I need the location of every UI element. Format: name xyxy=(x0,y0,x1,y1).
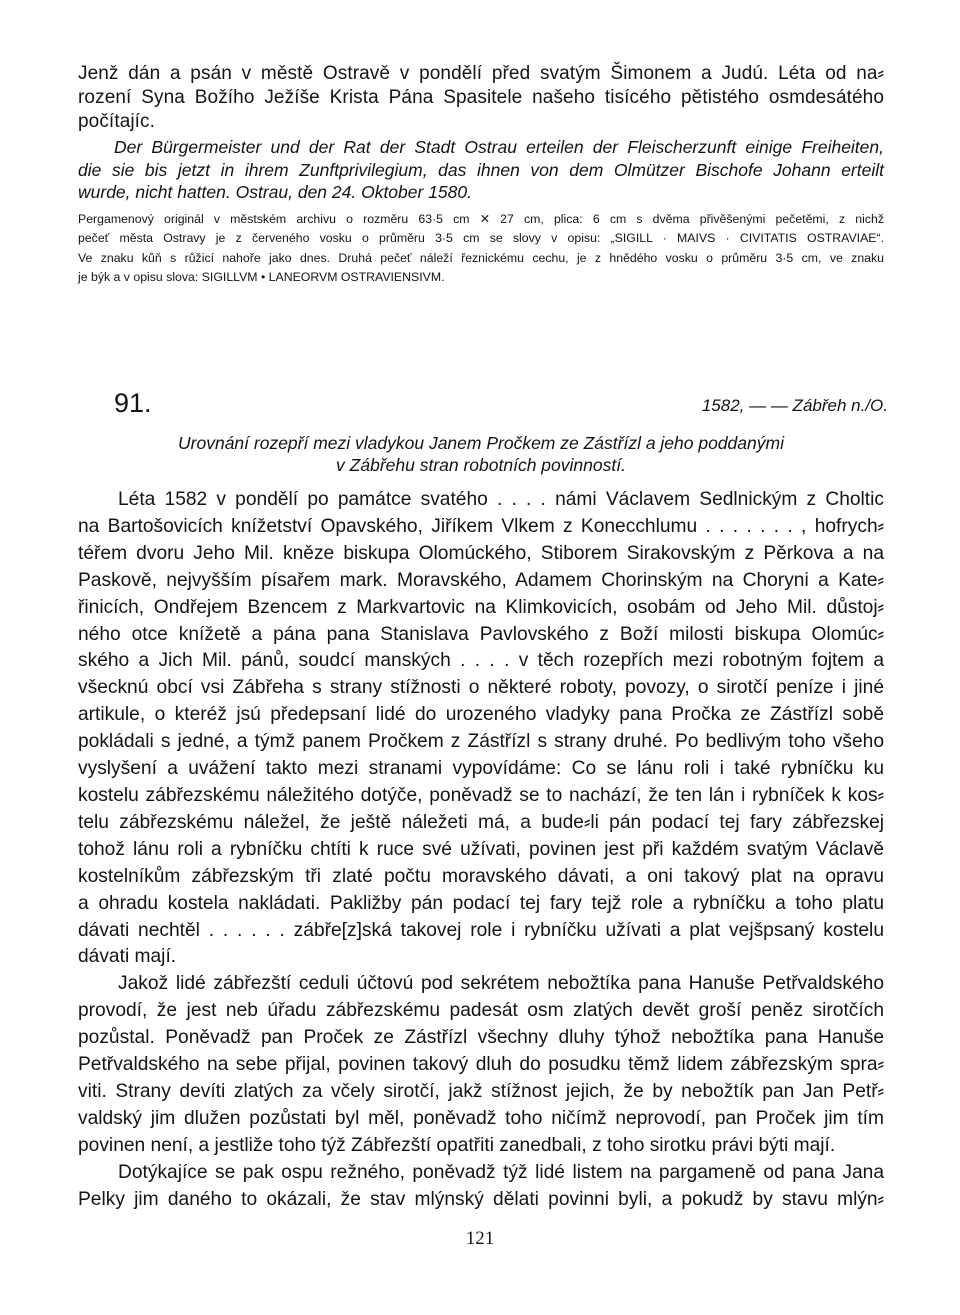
intro-line: počítajíc. xyxy=(78,111,156,132)
body-line: ného otce knížetě a pána pana Stanislava Pavlovského z Boží milosti biskupa Olomúc⸗ xyxy=(78,623,884,645)
body-line: tohož lánu roli a rybníčku chtíti k ruce své užívati, povinen jest při každém svatým Václavě xyxy=(78,838,884,860)
paragraph-2 xyxy=(78,971,884,1159)
body-line: dávati nechtěl . . . . . . zábře[z]ská takovej role i rybníčku užívati a plat vejšpsaný kostelu xyxy=(78,919,884,941)
body-line: řinicích, Ondřejem Bzencem z Markvartovic na Klimkovicích, osobám od Jeho Mil. důstoj⸗ xyxy=(78,596,884,618)
body-line: Paskově, nejvyšším písařem mark. Moravského, Adamem Chorinským na Choryni a Kate⸗ xyxy=(78,569,884,591)
german-line: wurde, nicht hatten. Ostrau, den 24. Oktober 1580. xyxy=(78,182,472,202)
body-line: pokládali s jedné, a týmž panem Pročkem z Zástřízl s strany druhé. Po bedlivým toho všeho xyxy=(78,731,884,753)
note-line: je býk a v opisu slova: SIGILLVM • LANEORVM OSTRAVIENSIVM. xyxy=(78,270,445,284)
body-line: Petřvaldského na sebe přijal, povinen takový dluh do posudku těmž lidem zábřezským spra⸗ xyxy=(78,1054,884,1076)
body-line: pozůstal. Poněvadž pan Proček ze Zástřízl všechny dluhy týhož nebožtíka pana Hanuše xyxy=(78,1027,884,1049)
body-line: kostelníkům zábřezským tři zlaté počtu moravského dávati, a oni takový plat na opravu xyxy=(78,865,884,887)
body-line: kostelu zábřezskému náležitého dotýče, poněvadž se to nachází, že ten lán i rybníček k kos⸗ xyxy=(78,784,884,806)
title-line: v Zábřehu stran robotních povinností. xyxy=(336,455,626,475)
body-line: povinen není, a jestliže toho týž Zábřezští opatřiti zanedbali, z toho sirotku právi býti mají. xyxy=(78,1134,836,1156)
body-line: Dotýkajíce se pak ospu režného, poněvadž týž lidé listem na pargameně od pana Jana xyxy=(118,1161,884,1183)
body-line: vyslyšení a uvážení takto mezi stranami vypovídáme: Co se lánu roli i také rybníčku ku xyxy=(78,758,884,780)
intro-line: Jenž dán a psán v městě Ostravě v pondělí před svatým Šimonem a Judú. Léta od na⸗ xyxy=(78,63,884,84)
body-line: Jakož lidé zábřezští ceduli účtovú pod sekrétem nebožtíka pana Hanuše Petřvaldského xyxy=(118,973,884,995)
body-line: Pelky jim daného to okázali, že stav mlýnský dělati povinni byli, a pokudž by stavu mlýn⸗ xyxy=(78,1188,884,1210)
note-line: Pergamenový originál v městském archivu o rozměru 63·5 cm ✕ 27 cm, plica: 6 cm s dvěma přivěšenými pečetěmi, z nichž xyxy=(78,211,884,226)
note-line: Ve znaku kůň s růžicí nahoře jako dnes. Druhá pečeť náleží řeznickému cechu, je z hnědého vosku o průměru 3·5 cm, ve znaku xyxy=(78,250,884,265)
body-line: telu zábřezskému náležel, že ještě náležeti má, a bude⸗li pán podací tej fary zábřezskej xyxy=(78,811,884,833)
document-date-place: 1582, — — Zábřeh n./O. xyxy=(701,396,888,415)
body-line: všecknú obcí vsi Zábřeha s strany stížnosti o některé roboty, povozy, o sirotčí peníze i jiné xyxy=(78,677,884,699)
body-line: ského a Jich Mil. pánů, soudcí manských . . . . v těch rozepřích mezi robotným fojtem a xyxy=(78,650,884,672)
paragraph-3 xyxy=(78,1160,884,1214)
body-line: viti. Strany devíti zlatých za včely sirotčí, jakž stížnost jejich, že by nebožtík pan Jan Petř⸗ xyxy=(78,1080,884,1102)
body-line: valdský jim dlužen pozůstati byl měl, poněvadž toho ničímž neprovodí, pan Proček jim tím xyxy=(78,1107,884,1129)
paragraph-1 xyxy=(78,487,884,971)
intro-line: rození Syna Božího Ježíše Krista Pána Spasitele našeho tisícého pětistého osmdesátého xyxy=(78,87,884,108)
body-line: na Bartošovicích knížetství Opavského, Jiříkem Vlkem z Konecchlumu . . . . . . . , hofrych⸗ xyxy=(78,515,884,537)
body-line: Léta 1582 v pondělí po památce svatého . . . . námi Václavem Sedlnickým z Choltic xyxy=(118,489,884,510)
body-line: a ohradu kostela nakládati. Pakližby pán podací tej fary tejž role a rybníčku a toho platu xyxy=(78,892,884,914)
document-body xyxy=(78,487,884,1213)
body-line: artikule, o kteréž jsú předepsaní lidé do urozeného vladyky pana Pročka ze Zástřízl sobě xyxy=(78,704,884,726)
german-summary xyxy=(78,136,884,204)
document-title xyxy=(78,432,884,476)
german-line: die sie bis jetzt in ihrem Zunftprivilegium, das ihnen von dem Olmützer Bischofe Johann erteilt xyxy=(78,159,884,180)
german-line: Der Bürgermeister und der Rat der Stadt Ostrau erteilen der Fleischerzunft einige Freiheiten, xyxy=(114,137,884,157)
document-header xyxy=(78,388,888,424)
body-line: téřem dvoru Jeho Mil. kněze biskupa Olomúckého, Stiborem Sirakovským z Pěrkova a na xyxy=(78,542,884,564)
body-line: provodí, že jest neb úřadu zábřezskému padesát osm zlatých devět groší peněz sirotčích xyxy=(78,1000,884,1022)
note-line: pečeť města Ostravy je z červeného vosku o průměru 3·5 cm se slovy v opisu: „SIGILL · MAIVS · CIVITATIS OSTRAVIAE“. xyxy=(78,231,884,245)
title-line: Urovnání rozepří mezi vladykou Janem Pročkem ze Zástřízl a jeho poddanými xyxy=(178,433,784,453)
body-line: dávati mají. xyxy=(78,946,177,968)
previous-document-ending xyxy=(78,62,884,134)
page-content xyxy=(78,62,888,1210)
page-number: 121 xyxy=(465,1228,495,1249)
archival-note xyxy=(78,210,884,288)
document-number: 91. xyxy=(114,388,152,418)
